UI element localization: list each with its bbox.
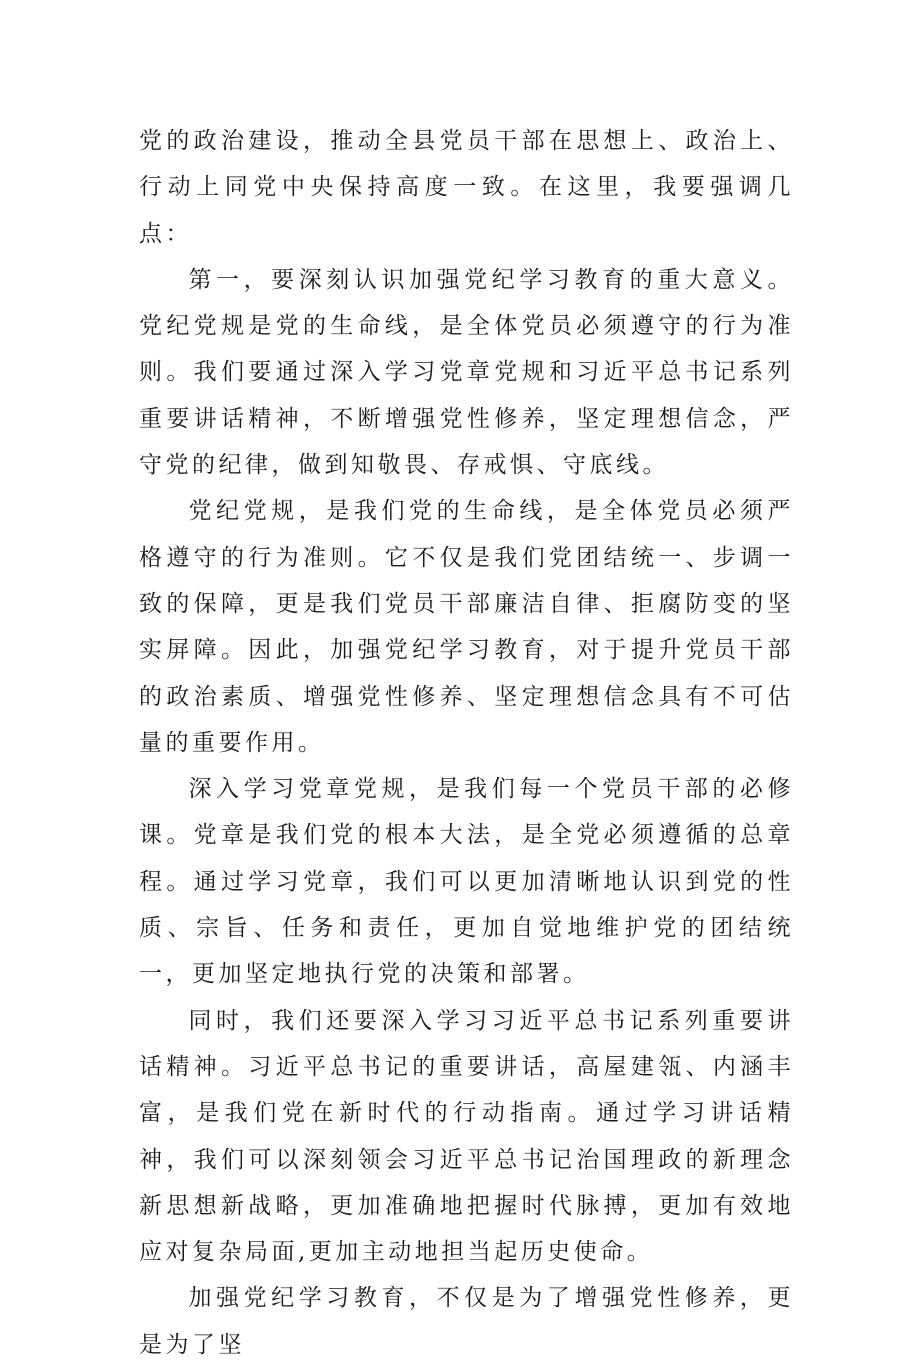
paragraph-party-rules: 党纪党规，是我们党的生命线，是全体党员必须严格遵守的行为准则。它不仅是我们党团结统一、步调一致的保障，更是我们党员干部廉洁自律、拒腐防变的坚实屏障。因此，加强党纪学习教育，对于提升党员干部的政治素质、增强党性修养、坚定理想信念具有不可估量的重要作用。 bbox=[139, 498, 794, 756]
paragraph-point-one: 第一，要深刻认识加强党纪学习教育的重大意义。党纪党规是党的生命线，是全体党员必须遵守的行为准则。我们要通过深入学习党章党规和习近平总书记系列重要讲话精神，不断增强党性修养，坚定理想信念，严守党的纪律，做到知敬畏、存戒惧、守底线。 bbox=[139, 266, 794, 479]
paragraph-education-purpose: 加强党纪学习教育，不仅是为了增强党性修养，更是为了坚 bbox=[139, 1285, 794, 1358]
document-body bbox=[139, 118, 794, 1368]
paragraph-party-constitution: 深入学习党章党规，是我们每一个党员干部的必修课。党章是我们党的根本大法，是全党必须遵循的总章程。通过学习党章，我们可以更加清晰地认识到党的性质、宗旨、任务和责任，更加自觉地维护党的团结统一，更加坚定地执行党的决策和部署。 bbox=[139, 776, 794, 988]
paragraph-speech-study: 同时，我们还要深入学习习近平总书记系列重要讲话精神。习近平总书记的重要讲话，高屋建瓴、内涵丰富，是我们党在新时代的行动指南。通过学习讲话精神，我们可以深刻领会习近平总书记治国理政的新理念新思想新战略，更加准确地把握时代脉搏，更加有效地应对复杂局面,更加主动地担当起历史使命。 bbox=[139, 1007, 794, 1266]
paragraph-continuation: 党的政治建设，推动全县党员干部在思想上、政治上、行动上同党中央保持高度一致。在这里，我要强调几点： bbox=[139, 128, 794, 247]
